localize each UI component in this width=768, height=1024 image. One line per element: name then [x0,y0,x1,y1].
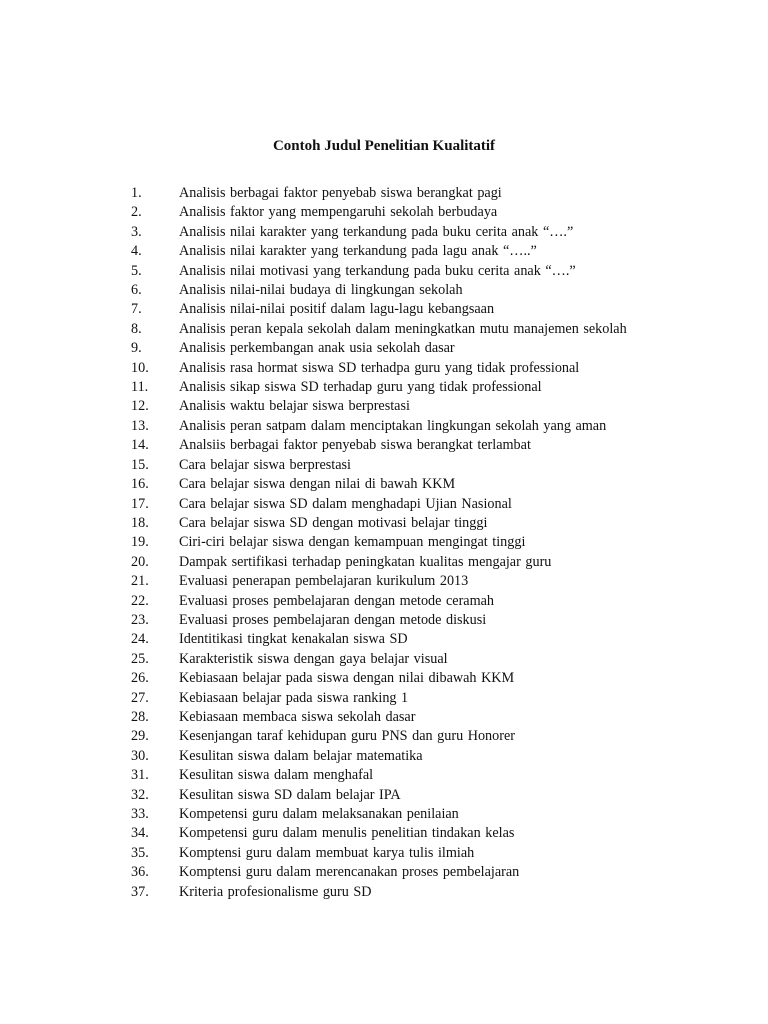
list-item-number: 16. [131,476,149,493]
list-item [0,727,768,746]
list-item-text: Evaluasi proses pembelajaran dengan metode ceramah [179,592,495,609]
list-item [0,572,768,591]
list-item-number: 5. [131,262,142,279]
list-item [0,456,768,475]
research-title-list [0,184,768,902]
list-item-number: 36. [131,864,149,881]
list-item-text: Analisis perkembangan anak usia sekolah dasar [179,340,455,357]
list-item-number: 24. [131,631,149,648]
list-item-number: 7. [131,301,142,318]
list-item [0,436,768,455]
list-item-text: Kesulitan siswa SD dalam belajar IPA [179,786,401,803]
list-item [0,514,768,533]
list-item [0,262,768,281]
list-item-number: 23. [131,611,149,628]
list-item-text: Analisis faktor yang mempengaruhi sekolah berbudaya [179,204,498,221]
list-item [0,203,768,222]
list-item-text: Analisis nilai karakter yang terkandung pada lagu anak “…..” [179,243,537,260]
list-item [0,650,768,669]
list-item-text: Evaluasi proses pembelajaran dengan metode diskusi [179,611,487,628]
list-item [0,417,768,436]
list-item-text: Evaluasi penerapan pembelajaran kurikulum 2013 [179,573,469,590]
list-item-number: 21. [131,573,149,590]
list-item-text: Analisis rasa hormat siswa SD terhadpa guru yang tidak professional [179,359,580,376]
list-item-text: Kriteria profesionalisme guru SD [179,883,372,900]
list-item-text: Dampak sertifikasi terhadap peningkatan kualitas mengajar guru [179,553,552,570]
list-item-number: 35. [131,844,149,861]
list-item-text: Analisis nilai motivasi yang terkandung pada buku cerita anak “….” [179,262,576,279]
list-item-text: Analisis peran kepala sekolah dalam meningkatkan mutu manajemen sekolah [179,320,627,337]
list-item-text: Analisis sikap siswa SD terhadap guru yang tidak professional [179,379,542,396]
list-item [0,824,768,843]
list-item [0,592,768,611]
list-item [0,223,768,242]
list-item-number: 26. [131,670,149,687]
list-item-number: 29. [131,728,149,745]
list-item [0,339,768,358]
list-item-text: Kesenjangan taraf kehidupan guru PNS dan guru Honorer [179,728,515,745]
list-item-number: 10. [131,359,149,376]
list-item [0,378,768,397]
list-item-number: 17. [131,495,149,512]
list-item-text: Cara belajar siswa berprestasi [179,456,351,473]
list-item-text: Analisis nilai-nilai positif dalam lagu-lagu kebangsaan [179,301,495,318]
list-item-number: 13. [131,417,149,434]
list-item [0,359,768,378]
list-item [0,242,768,261]
list-item-number: 8. [131,320,142,337]
list-item-number: 4. [131,243,142,260]
list-item-number: 27. [131,689,149,706]
list-item [0,281,768,300]
list-item [0,805,768,824]
list-item [0,689,768,708]
list-item-number: 33. [131,806,149,822]
list-item-text: Analsiis berbagai faktor penyebab siswa berangkat terlambat [179,437,531,454]
list-item-number: 25. [131,650,149,667]
list-item-number: 22. [131,592,149,609]
list-item-text: Karakteristik siswa dengan gaya belajar visual [179,650,448,667]
list-item [0,184,768,203]
list-item-text: Kebiasaan membaca siswa sekolah dasar [179,708,416,725]
list-item-number: 32. [131,786,149,803]
list-item [0,320,768,339]
list-item-text: Komptensi guru dalam merencanakan proses pembelajaran [179,864,520,881]
list-item-number: 19. [131,534,149,551]
list-item-number: 9. [131,340,142,357]
list-item-text: Kesulitan siswa dalam menghafal [179,767,374,784]
list-item-number: 2. [131,204,142,221]
list-item-number: 28. [131,708,149,725]
list-item-number: 12. [131,398,149,415]
list-item-text: Komptensi guru dalam membuat karya tulis ilmiah [179,844,475,861]
list-item [0,786,768,805]
list-item-number: 34. [131,825,149,842]
list-item-number: 1. [131,185,142,201]
list-item-text: Kebiasaan belajar pada siswa dengan nilai dibawah KKM [179,670,515,687]
list-item [0,475,768,494]
list-item-number: 20. [131,553,149,570]
list-item-text: Analisis berbagai faktor penyebab siswa berangkat pagi [179,185,502,201]
list-item-text: Analisis peran satpam dalam menciptakan lingkungan sekolah yang aman [179,417,607,434]
list-item-text: Analisis waktu belajar siswa berprestasi [179,398,410,415]
list-item-text: Cara belajar siswa SD dalam menghadapi Ujian Nasional [179,495,512,512]
list-item [0,533,768,552]
list-item [0,553,768,572]
list-item-number: 37. [131,883,149,900]
list-item [0,397,768,416]
list-item-number: 18. [131,514,149,531]
list-item-text: Cara belajar siswa dengan nilai di bawah KKM [179,476,456,493]
list-item-text: Kompetensi guru dalam melaksanakan penilaian [179,806,459,822]
list-item-text: Analisis nilai karakter yang terkandung pada buku cerita anak “….” [179,223,574,240]
list-item [0,300,768,319]
list-item [0,844,768,863]
list-item [0,766,768,785]
list-item-text: Kompetensi guru dalam menulis penelitian tindakan kelas [179,825,515,842]
list-item [0,883,768,902]
list-item [0,708,768,727]
list-item-number: 14. [131,437,149,454]
list-item [0,669,768,688]
list-item-text: Ciri-ciri belajar siswa dengan kemampuan mengingat tinggi [179,534,526,551]
list-item [0,863,768,882]
list-item-text: Kesulitan siswa dalam belajar matematika [179,747,423,764]
list-item-number: 11. [131,379,149,396]
list-item-text: Kebiasaan belajar pada siswa ranking 1 [179,689,409,706]
list-item [0,495,768,514]
list-item-text: Cara belajar siswa SD dengan motivasi belajar tinggi [179,514,488,531]
list-item-number: 31. [131,767,149,784]
list-item-number: 15. [131,456,149,473]
list-item [0,611,768,630]
list-item-text: Analisis nilai-nilai budaya di lingkungan sekolah [179,282,463,299]
list-item-number: 6. [131,282,142,299]
list-item [0,747,768,766]
list-item-number: 30. [131,747,149,764]
list-item-number: 3. [131,223,142,240]
list-item-text: Identitikasi tingkat kenakalan siswa SD [179,631,408,648]
page-title: Contoh Judul Penelitian Kualitatif [272,138,496,154]
list-item [0,630,768,649]
